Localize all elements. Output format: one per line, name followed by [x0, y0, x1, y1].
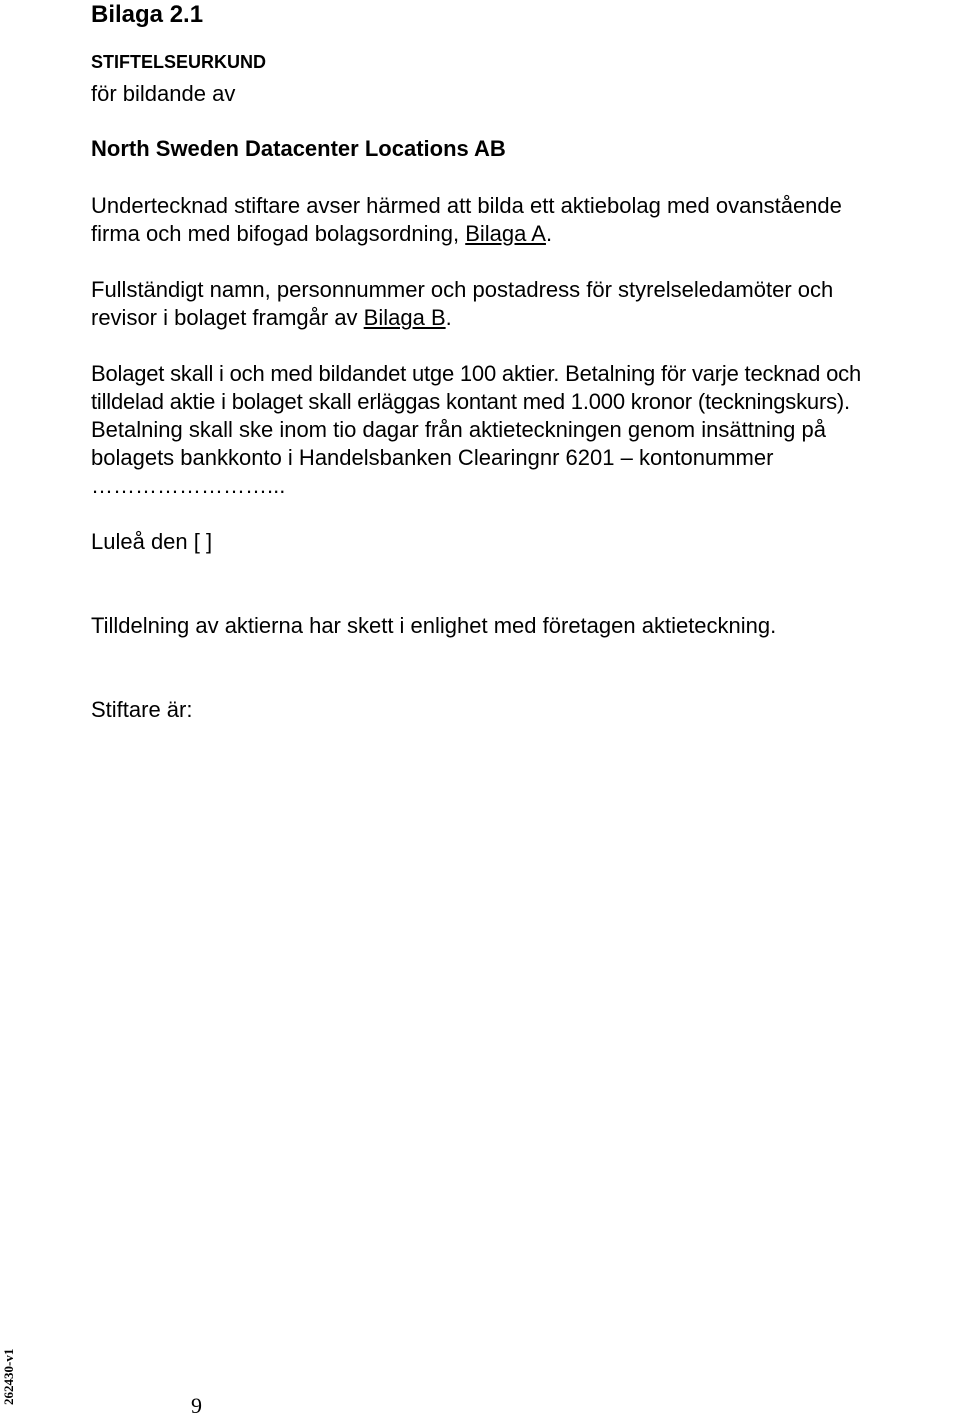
paragraph-2-line-1: Fullständigt namn, personnummer och postadress för styrelseledamöter och: [91, 277, 834, 302]
paragraph-1-text: firma och med bifogad bolagsordning,: [91, 221, 466, 246]
paragraph-1-line-1: Undertecknad stiftare avser härmed att bilda ett aktiebolag med ovanstående: [91, 193, 842, 218]
paragraph-3-line-2: tilldelad aktie i bolaget skall erläggas kontant med 1.000 kronor (teckningskurs).: [91, 389, 850, 414]
document-subheading: för bildande av: [91, 81, 236, 106]
appendix-title: Bilaga 2.1: [91, 1, 204, 28]
page-number: 9: [191, 1393, 202, 1418]
place-and-date: Luleå den [ ]: [91, 529, 213, 554]
founder-label: Stiftare är:: [91, 697, 193, 722]
paragraph-1-period: .: [545, 221, 553, 246]
paragraph-3-line-4: bolagets bankkonto i Handelsbanken Clearingnr 6201 – kontonummer: [91, 445, 774, 470]
allocation-statement: Tilldelning av aktierna har skett i enlighet med företagen aktieteckning.: [91, 613, 777, 638]
document-heading: STIFTELSEURKUND: [91, 52, 266, 72]
paragraph-3-line-1: Bolaget skall i och med bildandet utge 100 aktier. Betalning för varje tecknad och: [91, 361, 861, 386]
document-id: 262430-v1: [1, 1348, 16, 1405]
paragraph-3-line-3: Betalning skall ske inom tio dagar från aktieteckningen genom insättning på: [91, 417, 827, 442]
paragraph-2-period: .: [445, 305, 452, 330]
appendix-b-link[interactable]: Bilaga B: [363, 305, 446, 330]
paragraph-2-line-2: [91, 304, 452, 332]
paragraph-2-text: revisor i bolaget framgår av: [91, 305, 364, 330]
company-name: North Sweden Datacenter Locations AB: [91, 136, 506, 161]
account-number-placeholder: ……………………...: [91, 473, 286, 498]
appendix-a-link[interactable]: Bilaga A: [465, 221, 546, 246]
paragraph-1-line-2: [91, 220, 552, 248]
